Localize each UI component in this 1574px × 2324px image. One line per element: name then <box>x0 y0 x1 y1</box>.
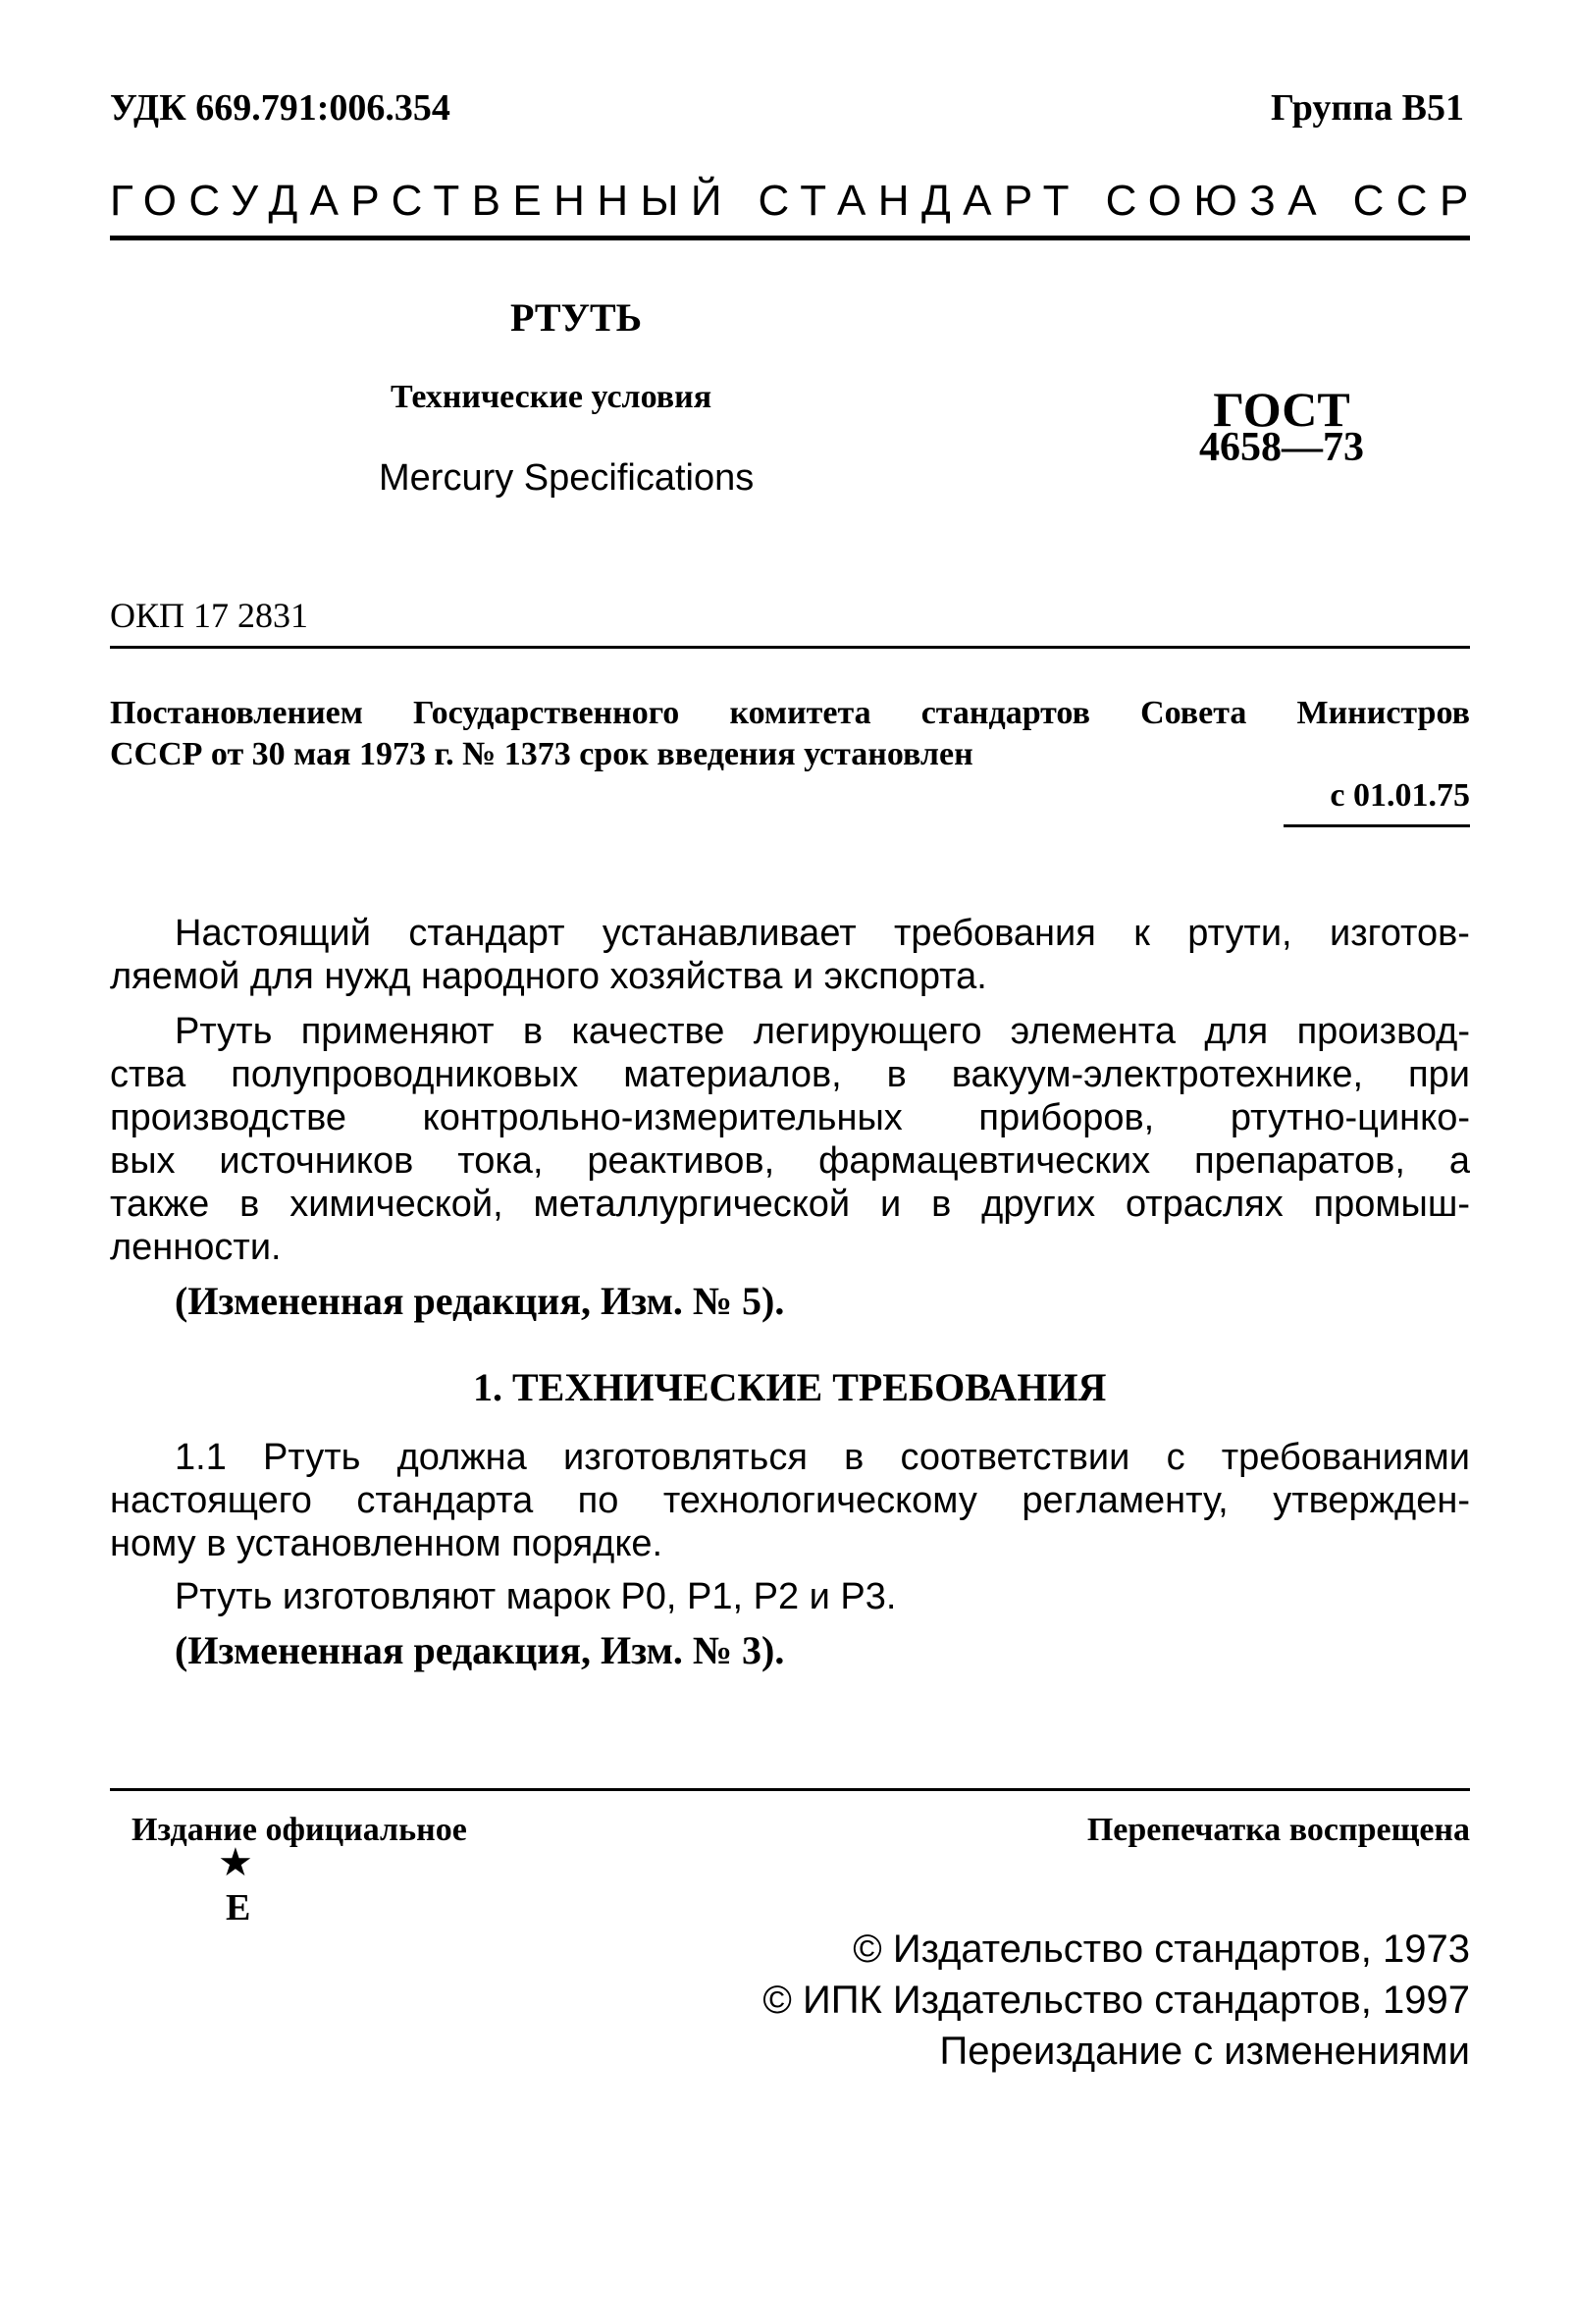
word: также <box>110 1184 210 1225</box>
decree-word: стандартов <box>920 695 1090 731</box>
paragraph-line <box>175 913 1470 955</box>
word: при <box>1408 1054 1470 1095</box>
word: вых <box>110 1140 176 1182</box>
word: применяют <box>300 1011 495 1052</box>
word: к <box>1133 913 1150 954</box>
section-heading: 1. ТЕХНИЧЕСКИЕ ТРЕБОВАНИЯ <box>473 1365 1107 1409</box>
copyright-1997: © ИПК Издательство стандартов, 1997 <box>762 1979 1470 2022</box>
word: Настоящий <box>175 913 371 954</box>
group-code: Группа В51 <box>1270 87 1464 129</box>
reprint-prohibited: Перепечатка воспрещена <box>1086 1812 1470 1848</box>
paragraph-line <box>110 1184 1470 1226</box>
word: настоящего <box>110 1480 312 1521</box>
official-edition: Издание официальное <box>131 1812 467 1848</box>
footer-divider <box>110 1788 1470 1791</box>
word: и <box>880 1184 902 1225</box>
word: источников <box>219 1140 414 1182</box>
paragraph-line <box>110 1480 1470 1522</box>
word: ства <box>110 1054 186 1095</box>
word: элемента <box>1010 1011 1176 1052</box>
paragraph-line: ному в установленном порядке. <box>110 1523 663 1564</box>
word: фармацевтических <box>818 1140 1151 1182</box>
word: ртутно-цинко- <box>1230 1097 1470 1138</box>
paragraph-line <box>175 1011 1470 1053</box>
star-icon: ★ <box>218 1840 253 1884</box>
word: тока, <box>457 1140 544 1182</box>
word: полупроводниковых <box>231 1054 579 1095</box>
word: контрольно-измерительных <box>422 1097 903 1138</box>
word: а <box>1448 1140 1470 1182</box>
paragraph-line: ляемой для нужд народного хозяйства и экспорта. <box>110 956 987 997</box>
paragraph-line <box>110 1054 1470 1096</box>
word: изготов- <box>1330 913 1470 954</box>
word: соответствии <box>900 1437 1130 1478</box>
gost-number: 4658—73 <box>1199 425 1364 470</box>
decree-word: комитета <box>729 695 871 731</box>
document-title: РТУТЬ <box>510 295 643 340</box>
word: регламенту, <box>1022 1480 1229 1521</box>
word: в <box>844 1437 865 1478</box>
word: изготовляться <box>562 1437 808 1478</box>
decree-word: Совета <box>1140 695 1247 731</box>
word: ртути, <box>1187 913 1292 954</box>
document-subtitle: Технические условия <box>391 379 712 415</box>
introduction-date: с 01.01.75 <box>1330 777 1470 814</box>
word: химической, <box>289 1184 503 1225</box>
word: требования <box>894 913 1096 954</box>
word: производстве <box>110 1097 347 1138</box>
standard-banner: ГОСУДАРСТВЕННЫЙ СТАНДАРТ СОЮЗА ССР <box>110 177 1481 225</box>
word: утвержден- <box>1273 1480 1470 1521</box>
word: препаратов, <box>1194 1140 1405 1182</box>
okp-code: ОКП 17 2831 <box>110 596 309 635</box>
word: в <box>886 1054 907 1095</box>
word: по <box>577 1480 619 1521</box>
date-underline <box>1284 824 1470 827</box>
word: материалов, <box>623 1054 842 1095</box>
decree-line-1 <box>110 695 1470 732</box>
paragraph-line <box>175 1437 1470 1479</box>
word: легирующего <box>753 1011 982 1052</box>
amendment-note: (Измененная редакция, Изм. № 3). <box>175 1628 785 1672</box>
word: устанавливает <box>602 913 857 954</box>
word: других <box>981 1184 1096 1225</box>
word: приборов, <box>978 1097 1155 1138</box>
paragraph-line <box>110 1140 1470 1183</box>
word: качестве <box>571 1011 725 1052</box>
copyright-1973: © Издательство стандартов, 1973 <box>853 1928 1470 1971</box>
amendment-note: (Измененная редакция, Изм. № 5). <box>175 1279 785 1323</box>
word: отраслях <box>1125 1184 1284 1225</box>
english-title: Mercury Specifications <box>379 457 755 499</box>
word: технологическому <box>662 1480 977 1521</box>
word: промыш- <box>1313 1184 1470 1225</box>
word: 1.1 <box>175 1437 227 1478</box>
paragraph-line: ленности. <box>110 1227 282 1268</box>
word: стандарт <box>408 913 565 954</box>
udk-code: УДК 669.791:006.354 <box>110 87 450 129</box>
word: Ртуть <box>175 1011 273 1052</box>
word: в <box>931 1184 952 1225</box>
word: для <box>1204 1011 1269 1052</box>
decree-word: Министров <box>1296 695 1470 731</box>
okp-divider <box>110 646 1470 649</box>
word: требованиями <box>1221 1437 1470 1478</box>
gost-label: ГОСТ <box>1213 382 1350 437</box>
word: вакуум-электротехнике, <box>951 1054 1364 1095</box>
reissue-note: Переиздание с изменениями <box>939 2030 1470 2073</box>
decree-word: Государственного <box>413 695 680 731</box>
decree-word: Постановлением <box>110 695 363 731</box>
word: производ- <box>1296 1011 1470 1052</box>
word: должна <box>396 1437 527 1478</box>
word: в <box>239 1184 260 1225</box>
decree-line-2: СССР от 30 мая 1973 г. № 1373 срок введения установлен <box>110 736 973 772</box>
grades-line: Ртуть изготовляют марок Р0, Р1, Р2 и Р3. <box>175 1576 897 1617</box>
paragraph-line <box>110 1097 1470 1139</box>
word: в <box>522 1011 544 1052</box>
header-divider <box>110 236 1470 240</box>
word: стандарта <box>356 1480 534 1521</box>
word: с <box>1166 1437 1185 1478</box>
edition-letter: Е <box>226 1887 251 1928</box>
word: металлургической <box>533 1184 851 1225</box>
word: Ртуть <box>263 1437 361 1478</box>
word: реактивов, <box>587 1140 775 1182</box>
